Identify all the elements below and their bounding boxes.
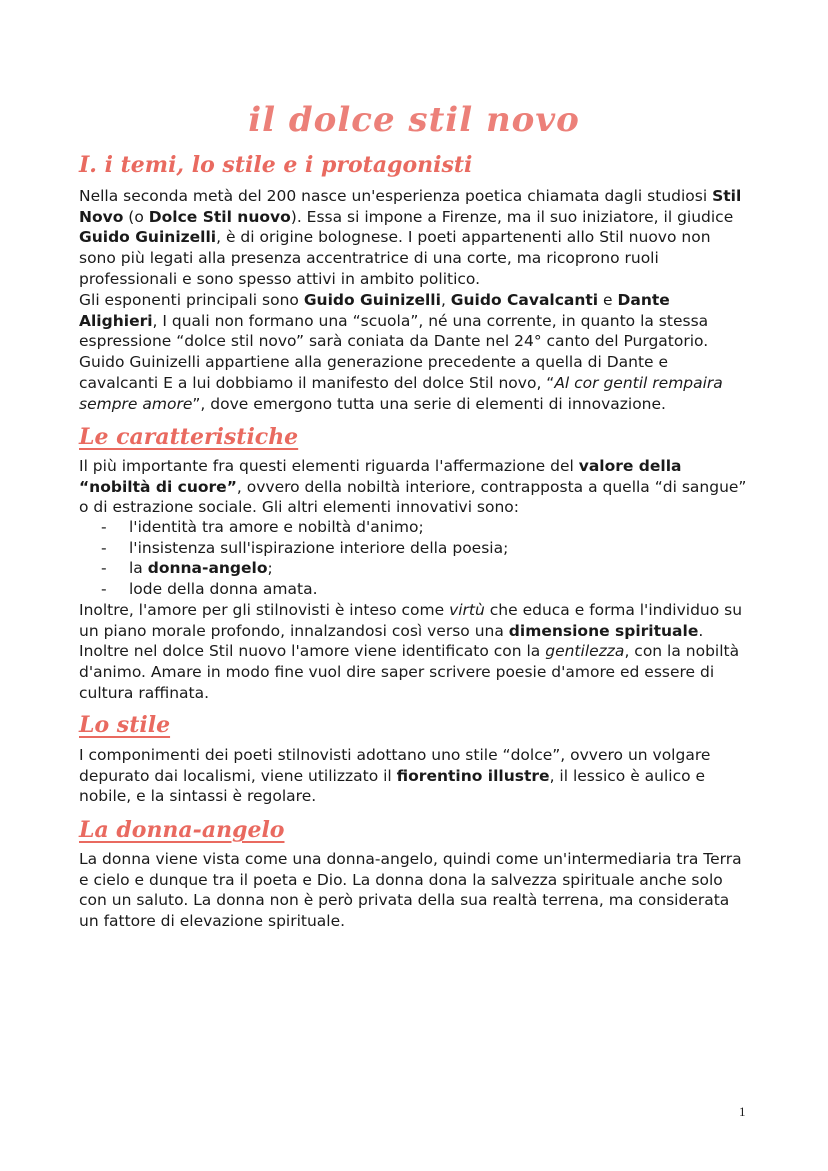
paragraph-amore: Inoltre, l'amore per gli stilnovisti è inteso come virtù che educa e forma l'individuo su un piano morale profondo, innalzandosi così verso una dimensione spirituale. Inoltre nel dolce Stil nuovo l'amore viene identificato con la gentilezza, con la nobiltà d'animo. Amare in modo fine vuol dire saper scrivere poesie d'amore ed essere di cultura raffinata. — [79, 601, 743, 702]
list-item: - l'insistenza sull'ispirazione interiore della poesia; — [101, 538, 509, 557]
paragraph-stile: I componimenti dei poeti stilnovisti adottano uno stile “dolce”, ovvero un volgare depurato dai localismi, viene utilizzato il fiorentino illustre, il lessico è aulico e nobile, e la sintassi è regolare. — [79, 746, 711, 806]
list-item: - la donna-angelo; — [101, 559, 273, 578]
list-item: - l'identità tra amore e nobiltà d'animo; — [101, 518, 424, 536]
paragraph-donna-angelo: La donna viene vista come una donna-angelo, quindi come un'intermediaria tra Terra e cielo e dunque tra il poeta e Dio. La donna dona la salvezza spirituale anche solo con un saluto. La donna non è però privata della sua realtà terrena, ma considerata un fattore di elevazione spirituale. — [79, 850, 742, 931]
paragraph-intro: Nella seconda metà del 200 nasce un'esperienza poetica chiamata dagli studiosi Stil Novo (o Dolce Stil nuovo). Essa si impone a Firenze, ma il suo iniziatore, il giudice Guido Guinizelli, è di origine bolognese. I poeti appartenenti allo Stil nuovo non sono più legati alla presenza accentratrice di una corte, ma ricoprono ruoli professionali e sono spesso attivi in ambito politico. — [79, 187, 742, 288]
section-heading-stile: Lo stile — [79, 712, 171, 738]
paragraph-caratteristiche: Il più importante fra questi elementi riguarda l'affermazione del valore della “nobiltà di cuore”, ovvero della nobiltà interiore, contrapposta a quella “di sangue” o di estrazione sociale. Gli altri elementi innovativi sono: — [79, 457, 747, 517]
feature-list — [101, 517, 741, 600]
section-heading-temi: I. i temi, lo stile e i protagonisti — [79, 152, 473, 178]
section-heading-caratteristiche: Le caratteristiche — [79, 424, 299, 450]
page-title: il dolce stil novo — [248, 100, 580, 140]
page-number: 1 — [739, 1104, 746, 1119]
section-heading-donna-angelo: La donna-angelo — [79, 817, 285, 843]
paragraph-esponenti: Gli esponenti principali sono Guido Guinizelli, Guido Cavalcanti e Dante Alighieri, I quali non formano una “scuola”, né una corrente, in quanto la stessa espressione “dolce stil novo” sarà coniata da Dante nel 24° canto del Purgatorio. Guido Guinizelli appartiene alla generazione precedente a quella di Dante e cavalcanti E a lui dobbiamo il manifesto del dolce Stil novo, “Al cor gentil rempaira sempre amore”, dove emergono tutta una serie di elementi di innovazione. — [79, 291, 723, 413]
list-item: - lode della donna amata. — [101, 580, 318, 599]
